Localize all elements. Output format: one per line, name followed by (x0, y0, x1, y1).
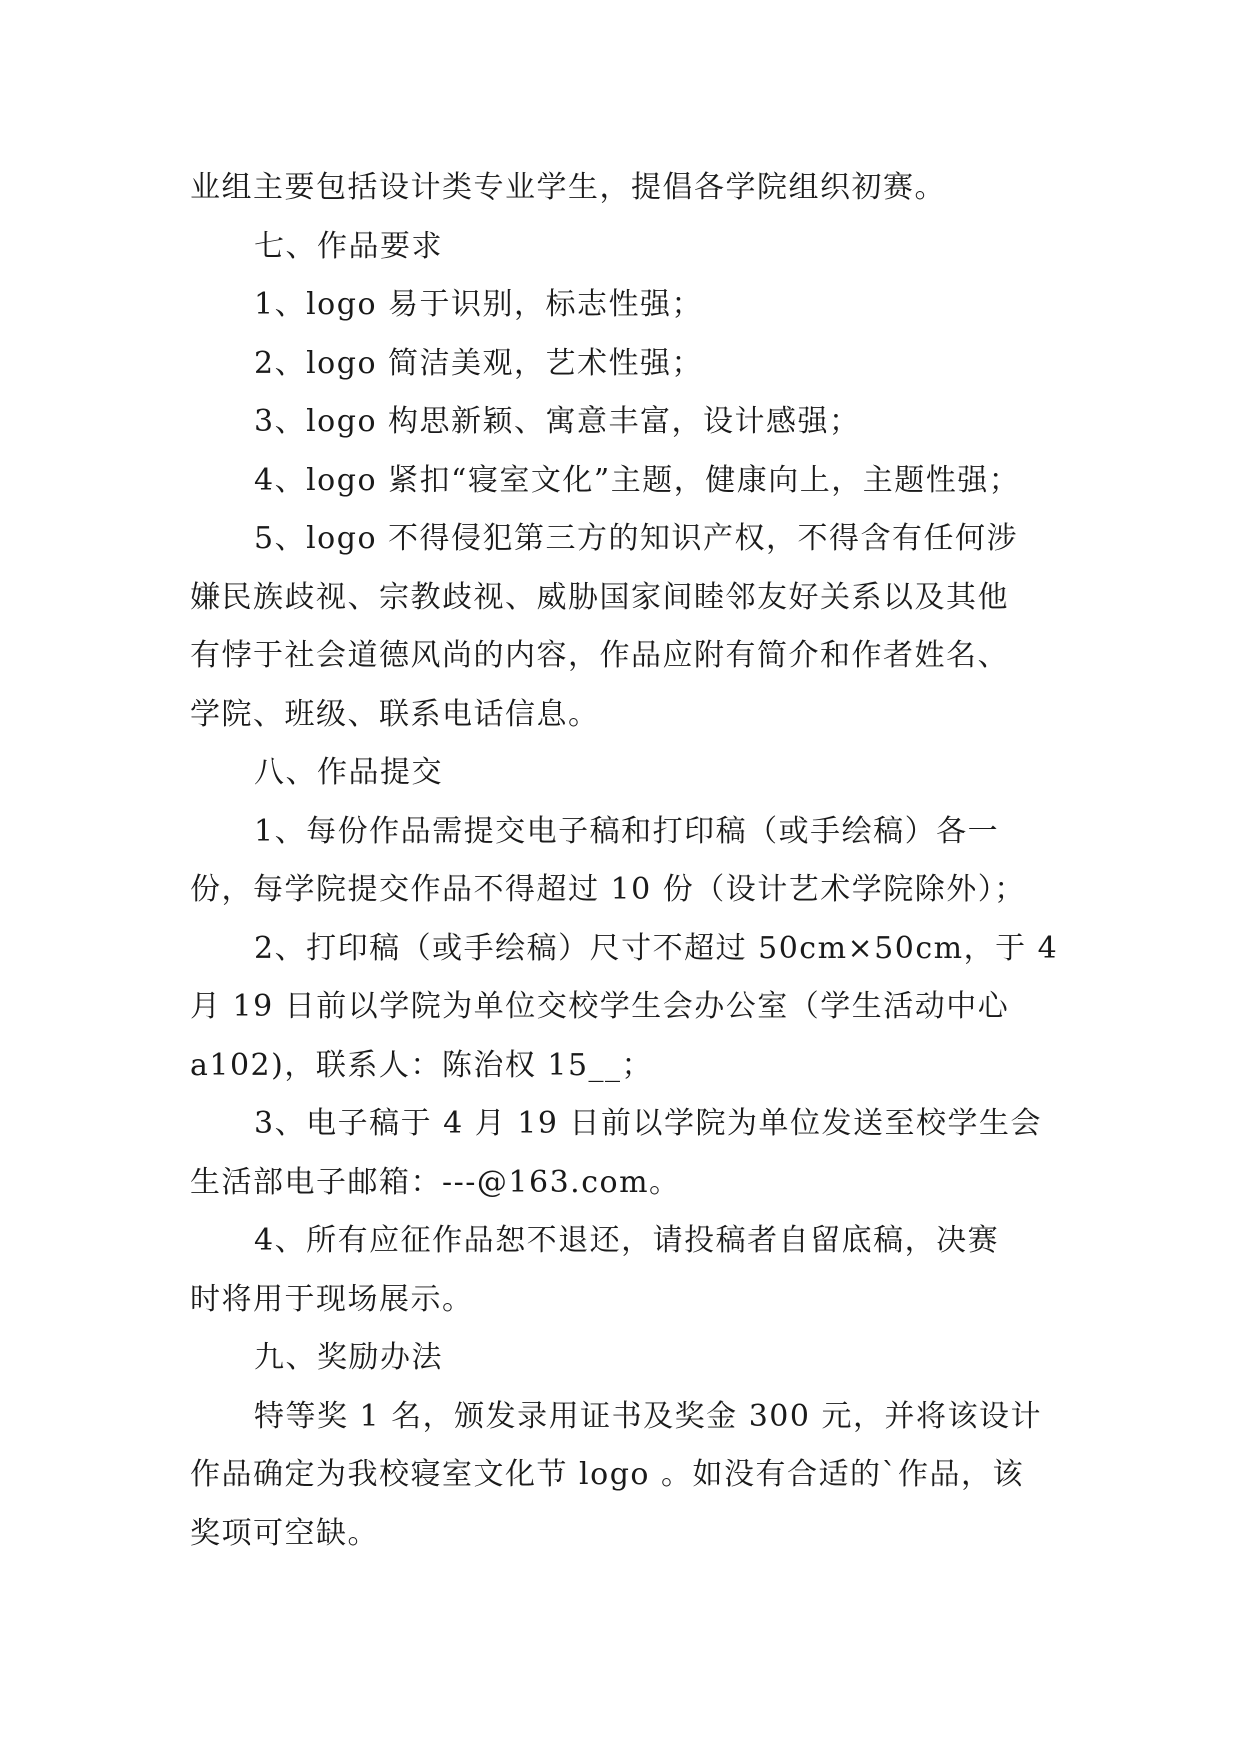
document-body (190, 159, 1059, 1563)
paragraph-line: 特等奖 1 名，颁发录用证书及奖金 300 元，并将该设计 (254, 1398, 1042, 1434)
list-item: 1、logo 易于识别，标志性强； (254, 287, 704, 322)
body-line: a102)，联系人：陈治权 15__； (190, 1047, 654, 1083)
list-item: 4、logo 紧扣“寝室文化”主题，健康向上，主题性强； (254, 462, 1021, 498)
list-item: 3、logo 构思新颖、寓意丰富，设计感强； (254, 404, 861, 439)
body-line: 有悖于社会道德风尚的内容，作品应附有简介和作者姓名、 (190, 638, 1009, 673)
body-line: 业组主要包括设计类专业学生，提倡各学院组织初赛。 (190, 170, 946, 205)
list-item: 4、所有应征作品恕不退还，请投稿者自留底稿，决赛 (254, 1223, 1000, 1258)
list-item: 2、logo 简洁美观，艺术性强； (254, 345, 704, 381)
body-line: 份，每学院提交作品不得超过 10 份（设计艺术学院除外）； (190, 872, 1026, 907)
body-line: 时将用于现场展示。 (190, 1281, 474, 1317)
body-line: 学院、班级、联系电话信息。 (190, 696, 600, 732)
list-item: 5、logo 不得侵犯第三方的知识产权，不得含有任何涉 (254, 521, 1019, 556)
body-line: 作品确定为我校寝室文化节 logo 。如没有合适的`作品，该 (190, 1457, 1024, 1492)
section-heading: 七、作品要求 (254, 228, 443, 264)
body-line: 嫌民族歧视、宗教歧视、威胁国家间睦邻友好关系以及其他 (190, 579, 1009, 615)
body-line: 奖项可空缺。 (190, 1515, 379, 1551)
section-heading: 八、作品提交 (254, 755, 443, 790)
list-item: 3、电子稿于 4 月 19 日前以学院为单位发送至校学生会 (254, 1106, 1042, 1141)
body-line: 月 19 日前以学院为单位交校学生会办公室（学生活动中心 (190, 989, 1010, 1024)
list-item: 1、每份作品需提交电子稿和打印稿（或手绘稿）各一 (254, 813, 1000, 849)
body-line: 生活部电子邮箱：---@163.com。 (190, 1164, 681, 1200)
list-item: 2、打印稿（或手绘稿）尺寸不超过 50cm×50cm，于 4 (254, 930, 1059, 966)
section-heading: 九、奖励办法 (254, 1340, 443, 1375)
